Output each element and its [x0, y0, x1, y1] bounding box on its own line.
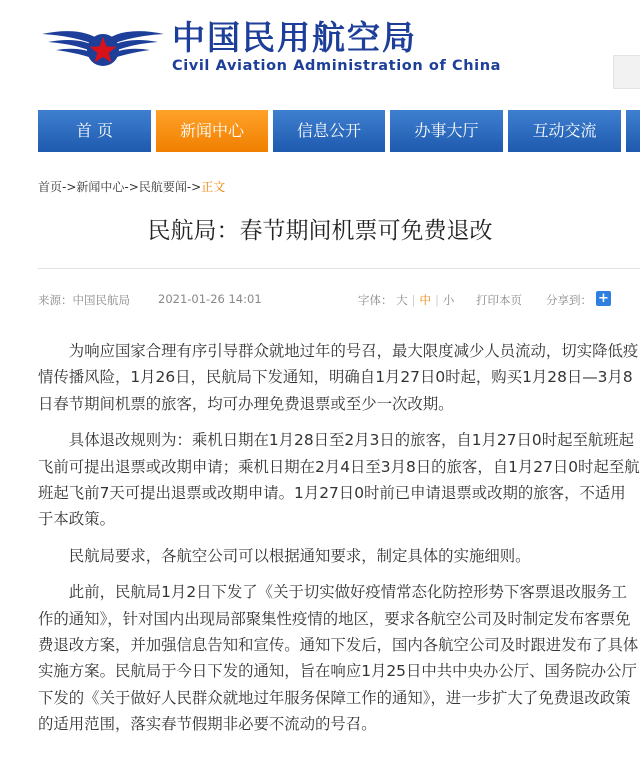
site-title-cn: 中国民用航空局: [172, 18, 417, 57]
site-title-en: Civil Aviation Administration of China: [172, 58, 502, 74]
caac-emblem-icon: [40, 22, 166, 74]
font-size-medium-button[interactable]: 中: [419, 293, 432, 307]
article-paragraph: 为响应国家合理有序引导群众就地过年的号召，最大限度减少人员流动，切实降低疫情传播风险，1月26日，民航局下发通知，明确自1月27日0时起，购买1月28日—3月8日春节期间机票的旅客，均可办理免费退票或至少一次改期。: [38, 342, 639, 413]
font-size-small-button[interactable]: 小: [442, 293, 455, 307]
share-label: 分享到：: [546, 293, 592, 307]
article-title: 民航局：春节期间机票可免费退改: [147, 218, 493, 244]
article-paragraph: 具体退改规则为：乘机日期在1月28日至2月3日的旅客，自1月27日0时起至航班起飞前可提出退票或改期申请；乘机日期在2月4日至3月8日的旅客，自1月27日0时起至航班起飞前7天可提出退票或改期申请。1月27日0时前已申请退票或改期的旅客，不适用于本政策。: [38, 431, 640, 529]
source-label: 来源：: [38, 293, 73, 307]
nav-item-interaction[interactable]: 互动交流: [508, 110, 621, 152]
breadcrumb-separator: ->: [62, 180, 77, 194]
font-size-large-button[interactable]: 大: [396, 293, 408, 307]
breadcrumb-separator: ->: [186, 180, 202, 194]
breadcrumb-separator: ->: [124, 180, 139, 194]
article-date: 2021-01-26 14:01: [158, 292, 262, 306]
breadcrumb-civil-aviation-news-link[interactable]: 民航要闻: [138, 180, 187, 194]
article-body: [38, 338, 640, 748]
font-size-label: 字体：: [358, 293, 393, 307]
nav-item-info-disclosure[interactable]: 信息公开: [273, 110, 385, 152]
site-header: [0, 0, 640, 100]
article-meta: [38, 292, 640, 308]
title-divider: [38, 268, 640, 269]
print-page-link[interactable]: 打印本页: [476, 293, 522, 307]
nav-item-service-hall[interactable]: 办事大厅: [390, 110, 503, 152]
font-size-separator: |: [435, 293, 439, 307]
source-value: 中国民航局: [72, 293, 130, 307]
header-utility-box[interactable]: [613, 55, 640, 89]
font-size-separator: |: [411, 293, 416, 307]
article-source: [38, 292, 130, 308]
breadcrumb-home-link[interactable]: 首页: [38, 180, 63, 194]
article-paragraph: 此前，民航局1月2日下发了《关于切实做好疫情常态化防控形势下客票退改服务工作的通知》，针对国内出现局部聚集性疫情的地区，要求各航空公司及时制定发布客票免费退改方案，并加强信息告知和宣传。通知下发后，国内各航空公司及时跟进发布了具体实施方案。民航局于今日下发的通知，旨在响应1月25日中共中央办公厅、国务院办公厅下发的《关于做好人民群众就地过年服务保障工作的通知》，进一步扩大了免费退改政策的适用范围，落实春节假期非必要不流动的号召。: [38, 583, 639, 734]
breadcrumb: [38, 178, 225, 195]
share-plus-icon[interactable]: +: [596, 291, 611, 306]
nav-item-home[interactable]: 首 页: [38, 110, 151, 152]
font-size-control: [358, 292, 454, 308]
main-nav: [0, 110, 640, 152]
nav-item-news-center[interactable]: 新闻中心: [156, 110, 268, 152]
article-paragraph: 民航局要求，各航空公司可以根据通知要求，制定具体的实施细则。: [68, 546, 531, 565]
breadcrumb-current: 正文: [201, 180, 226, 194]
breadcrumb-news-center-link[interactable]: 新闻中心: [76, 180, 125, 194]
nav-item-more[interactable]: [626, 110, 640, 152]
